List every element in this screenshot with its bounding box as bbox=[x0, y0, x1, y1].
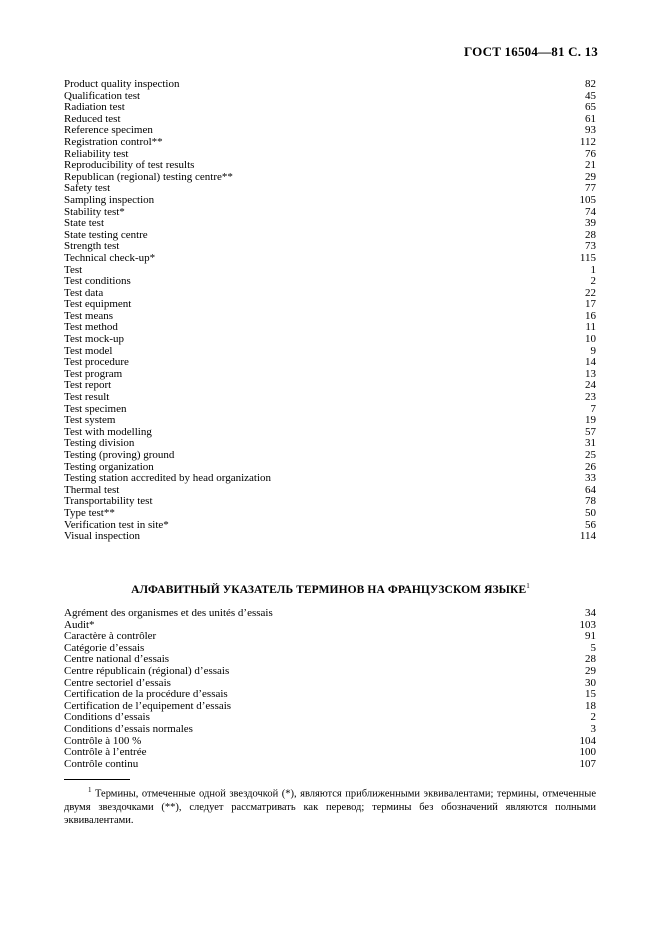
index-term-number: 2 bbox=[590, 711, 596, 724]
english-index-row bbox=[64, 207, 596, 219]
english-index-row bbox=[64, 404, 596, 416]
english-index-row bbox=[64, 137, 596, 149]
index-term: Strength test bbox=[64, 240, 120, 253]
french-index-row bbox=[64, 724, 596, 736]
index-term: Test specimen bbox=[64, 402, 127, 415]
english-index-row bbox=[64, 172, 596, 184]
index-term: Testing division bbox=[64, 437, 135, 450]
index-term-number: 21 bbox=[585, 159, 596, 172]
index-term-number: 56 bbox=[585, 518, 596, 531]
index-term: Qualification test bbox=[64, 89, 141, 102]
index-term: Thermal test bbox=[64, 483, 120, 496]
index-term: Test conditions bbox=[64, 275, 131, 288]
index-term: Product quality inspection bbox=[64, 78, 180, 90]
english-index-row bbox=[64, 427, 596, 439]
index-term: Testing organization bbox=[64, 460, 154, 473]
index-term-number: 78 bbox=[585, 495, 596, 508]
index-term: Reproducibility of test results bbox=[64, 159, 195, 172]
index-term: Test model bbox=[64, 344, 113, 357]
index-term: Test system bbox=[64, 414, 116, 427]
index-term-number: 16 bbox=[585, 309, 596, 322]
french-term-index bbox=[64, 608, 596, 770]
index-term: Transportability test bbox=[64, 495, 153, 508]
english-index-row bbox=[64, 230, 596, 242]
index-term-number: 18 bbox=[585, 699, 596, 712]
index-term: Agrément des organismes et des unités d’essais bbox=[64, 607, 273, 619]
index-term-number: 57 bbox=[585, 425, 596, 438]
english-index-row bbox=[64, 450, 596, 462]
index-term: Reliability test bbox=[64, 147, 129, 160]
index-term-number: 34 bbox=[585, 607, 596, 619]
index-term-number: 9 bbox=[590, 344, 596, 357]
index-term-number: 15 bbox=[585, 688, 596, 701]
index-term-number: 29 bbox=[585, 170, 596, 183]
index-term: State testing centre bbox=[64, 228, 148, 241]
index-term-number: 104 bbox=[579, 734, 596, 747]
index-term: Test method bbox=[64, 321, 118, 334]
index-term: Contrôle à l’entrée bbox=[64, 746, 147, 759]
index-term-number: 25 bbox=[585, 449, 596, 461]
index-term: Audit* bbox=[64, 618, 95, 631]
index-term: State test bbox=[64, 217, 105, 230]
index-term: Safety test bbox=[64, 182, 111, 195]
index-term: Test result bbox=[64, 391, 110, 404]
index-term-number: 17 bbox=[585, 298, 596, 311]
english-index-row bbox=[64, 102, 596, 114]
index-term: Test with modelling bbox=[64, 425, 152, 438]
index-term-number: 10 bbox=[585, 333, 596, 346]
footnote-reference-mark: 1 bbox=[526, 582, 530, 590]
index-term-number: 93 bbox=[585, 124, 596, 137]
index-term: Conditions d’essais normales bbox=[64, 722, 193, 735]
index-term-number: 100 bbox=[579, 746, 596, 759]
index-term-number: 3 bbox=[590, 722, 596, 735]
index-term-number: 28 bbox=[585, 228, 596, 241]
index-term-number: 11 bbox=[585, 321, 596, 334]
index-term: Contrôle à 100 % bbox=[64, 734, 142, 747]
english-index-row bbox=[64, 473, 596, 485]
index-term-number: 23 bbox=[585, 391, 596, 404]
english-index-row bbox=[64, 380, 596, 392]
index-term: Radiation test bbox=[64, 101, 125, 114]
index-term-number: 50 bbox=[585, 506, 596, 519]
index-term-number: 91 bbox=[585, 630, 596, 643]
english-index-row bbox=[64, 288, 596, 300]
index-term: Republican (regional) testing centre** bbox=[64, 170, 233, 183]
index-term: Type test** bbox=[64, 506, 115, 519]
index-term-number: 28 bbox=[585, 653, 596, 666]
index-term: Stability test* bbox=[64, 205, 125, 218]
index-term-number: 2 bbox=[590, 275, 596, 288]
index-term-number: 1 bbox=[590, 263, 596, 276]
index-term-number: 45 bbox=[585, 89, 596, 102]
french-index-row bbox=[64, 608, 596, 620]
index-term-number: 5 bbox=[590, 641, 596, 654]
index-term-number: 30 bbox=[585, 676, 596, 689]
index-term-number: 82 bbox=[585, 78, 596, 90]
index-term-number: 115 bbox=[579, 251, 596, 264]
index-term: Contrôle continu bbox=[64, 757, 139, 770]
index-term-number: 64 bbox=[585, 483, 596, 496]
index-term-number: 114 bbox=[579, 530, 596, 543]
index-term-number: 14 bbox=[585, 356, 596, 369]
index-term-number: 107 bbox=[579, 757, 596, 770]
index-term-number: 7 bbox=[590, 402, 596, 415]
english-index-row bbox=[64, 195, 596, 207]
index-term: Sampling inspection bbox=[64, 193, 155, 206]
footnote bbox=[64, 784, 596, 827]
index-term-number: 73 bbox=[585, 240, 596, 253]
index-term: Conditions d’essais bbox=[64, 711, 150, 724]
english-index-row bbox=[64, 531, 596, 543]
index-term-number: 13 bbox=[585, 367, 596, 380]
english-term-index bbox=[64, 79, 596, 543]
index-term-number: 61 bbox=[585, 112, 596, 125]
index-term-number: 31 bbox=[585, 437, 596, 450]
english-index-row bbox=[64, 253, 596, 265]
index-term: Centre national d’essais bbox=[64, 653, 170, 666]
footnote-divider bbox=[64, 779, 130, 780]
index-term-number: 105 bbox=[579, 193, 596, 206]
index-term: Caractère à contrôler bbox=[64, 630, 157, 643]
index-term: Test bbox=[64, 263, 83, 276]
index-term: Registration control** bbox=[64, 135, 163, 148]
english-index-row bbox=[64, 496, 596, 508]
index-term-number: 65 bbox=[585, 101, 596, 114]
index-term: Test mock-up bbox=[64, 333, 125, 346]
index-term: Test procedure bbox=[64, 356, 129, 369]
index-term: Test program bbox=[64, 367, 123, 380]
index-term-number: 33 bbox=[585, 472, 596, 485]
index-term-number: 22 bbox=[585, 286, 596, 299]
english-index-row bbox=[64, 79, 596, 91]
english-index-row bbox=[64, 218, 596, 230]
index-term-number: 103 bbox=[579, 618, 596, 631]
index-term: Test equipment bbox=[64, 298, 132, 311]
index-term-number: 76 bbox=[585, 147, 596, 160]
english-index-row bbox=[64, 91, 596, 103]
french-index-row bbox=[64, 689, 596, 701]
french-index-row bbox=[64, 747, 596, 759]
footnote-mark: 1 bbox=[88, 786, 92, 794]
index-term-number: 19 bbox=[585, 414, 596, 427]
english-index-row bbox=[64, 369, 596, 381]
index-term: Test means bbox=[64, 309, 114, 322]
index-term: Centre sectoriel d’essais bbox=[64, 676, 171, 689]
index-term: Verification test in site* bbox=[64, 518, 169, 531]
english-index-row bbox=[64, 265, 596, 277]
french-index-row bbox=[64, 759, 596, 771]
index-term-number: 77 bbox=[585, 182, 596, 195]
english-index-row bbox=[64, 160, 596, 172]
index-term: Catégorie d’essais bbox=[64, 641, 145, 654]
index-term: Test data bbox=[64, 286, 104, 299]
english-index-row bbox=[64, 392, 596, 404]
english-index-row bbox=[64, 322, 596, 334]
index-term: Reference specimen bbox=[64, 124, 153, 137]
index-term: Reduced test bbox=[64, 112, 121, 125]
footnote-text: Термины, отмеченные одной звездочкой (*), являются приближенными эквивалентами; термины, отмеченные двумя звездочками (**), следует рассматривать как перевод; термины без обозначений являются полными эквивалентами. bbox=[64, 788, 596, 826]
index-term: Certification de l’equipement d’essais bbox=[64, 699, 232, 712]
english-index-row bbox=[64, 346, 596, 358]
index-term: Centre républicain (régional) d’essais bbox=[64, 664, 230, 677]
index-term: Testing (proving) ground bbox=[64, 449, 175, 461]
index-term: Test report bbox=[64, 379, 112, 392]
index-term-number: 39 bbox=[585, 217, 596, 230]
index-term: Visual inspection bbox=[64, 530, 141, 543]
index-term-number: 29 bbox=[585, 664, 596, 677]
index-term: Certification de la procédure d’essais bbox=[64, 688, 228, 701]
index-term-number: 24 bbox=[585, 379, 596, 392]
index-term-number: 26 bbox=[585, 460, 596, 473]
english-index-row bbox=[64, 520, 596, 532]
french-index-title bbox=[0, 582, 661, 596]
english-index-row bbox=[64, 508, 596, 520]
index-term-number: 74 bbox=[585, 205, 596, 218]
index-term-number: 112 bbox=[579, 135, 596, 148]
english-index-row bbox=[64, 276, 596, 288]
index-term: Testing station accredited by head organization bbox=[64, 472, 272, 485]
french-index-row bbox=[64, 666, 596, 678]
french-index-title-text: АЛФАВИТНЫЙ УКАЗАТЕЛЬ ТЕРМИНОВ НА ФРАНЦУЗСКОМ ЯЗЫКЕ bbox=[131, 583, 527, 596]
english-index-row bbox=[64, 299, 596, 311]
english-index-row bbox=[64, 357, 596, 369]
page-header: ГОСТ 16504—81 С. 13 bbox=[464, 44, 598, 59]
english-index-row bbox=[64, 334, 596, 346]
english-index-row bbox=[64, 311, 596, 323]
index-term: Technical check-up* bbox=[64, 251, 156, 264]
